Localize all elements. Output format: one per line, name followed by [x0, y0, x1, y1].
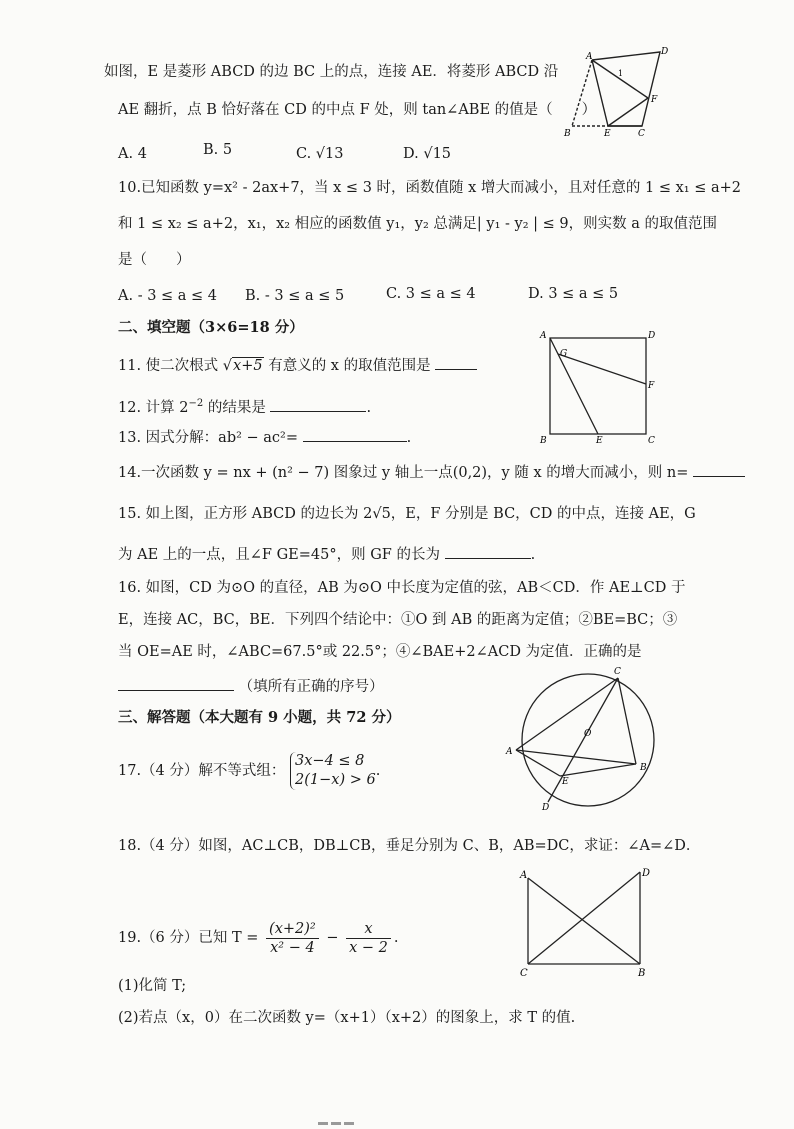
q18-label-c: C	[520, 968, 528, 979]
q15-label-c: C	[648, 436, 655, 446]
q10-line3: 是（ ）	[118, 252, 191, 268]
q15-square-figure	[536, 326, 666, 448]
q19-fraction-2: $\frac{x}{x - 2}$	[346, 920, 391, 957]
q12-line: 12. 计算 $2^{-2}$ 的结果是 .	[118, 398, 372, 416]
q16-line1: 16. 如图，CD 为⊙O 的直径，AB 为⊙O 中长度为定值的弦，AB＜CD．作 AE⊥CD 于	[118, 580, 686, 596]
q9-option-a: A. 4	[118, 146, 147, 162]
q9-rhombus-figure	[560, 40, 670, 140]
section-2-heading: 二、填空题（3×6=18 分）	[118, 319, 304, 336]
q10-option-d: D. 3 ≤ a ≤ 5	[528, 286, 619, 302]
q10-line2: 和 1 ≤ x₂ ≤ a+2，x₁，x₂ 相应的函数值 y₁，y₂ 总满足| y₁ - y₂ | ≤ 9，则实数 a 的取值范围	[118, 216, 717, 232]
q10-line1: 10.已知函数 y=x² - 2ax+7，当 x ≤ 3 时，函数值随 x 增大而减小，且对任意的 1 ≤ x₁ ≤ a+2	[118, 180, 742, 196]
q16-label-c: C	[614, 667, 621, 677]
q18-line: 18.（4 分）如图，AC⊥CB，DB⊥CB，垂足分别为 C、B，AB=DC，求证：∠A=∠D．	[118, 838, 701, 854]
q9-label-f: F	[651, 95, 658, 105]
q15-line2: 为 AE 上的一点，且∠F GE=45°，则 GF 的长为 .	[118, 544, 535, 565]
q15-answer-blank[interactable]	[445, 544, 531, 559]
q10-option-a: A. - 3 ≤ a ≤ 4	[118, 288, 218, 304]
q9-line2: AE 翻折，点 B 恰好落在 CD 的中点 F 处，则 tan∠ABE 的值是（ ）	[118, 102, 597, 118]
q13-line: 13. 因式分解：ab² − ac²= .	[118, 427, 411, 448]
q9-option-b: B. 5	[203, 142, 233, 158]
q11-line: 11. 使二次根式 √x+5 有意义的 x 的取值范围是	[118, 355, 477, 376]
q15-label-f: F	[648, 381, 655, 391]
q16-label-e: E	[562, 777, 569, 787]
q15-line1: 15. 如上图，正方形 ABCD 的边长为 2√5，E，F 分别是 BC，CD 的中点，连接 AE，G	[118, 506, 696, 522]
q9-angle-1: 1	[618, 69, 624, 78]
q15-label-e: E	[596, 436, 603, 446]
q11-radicand: x+5	[233, 358, 263, 374]
q18-figure	[512, 864, 660, 980]
q9-label-b: B	[564, 129, 571, 139]
q18-label-a: A	[520, 870, 528, 881]
q19-sub2: (2)若点（x，0）在二次函数 y=（x+1）（x+2）的图象上，求 T 的值.	[118, 1010, 576, 1026]
q16-answer-blank[interactable]	[118, 676, 234, 691]
q16-line3: 当 OE=AE 时，∠ABC=67.5°或 22.5°；④∠BAE+2∠ACD 为定值．正确的是	[118, 644, 642, 660]
q16-line2: E，连接 AC，BC，BE．下列四个结论中：①O 到 AB 的距离为定值；②BE=BC；③	[118, 612, 678, 628]
page-footer-smudge	[318, 1110, 368, 1118]
q10-option-c: C. 3 ≤ a ≤ 4	[386, 286, 476, 302]
q16-label-a: A	[506, 747, 513, 757]
q17-inequality-system: 3x−4 ≤ 8 2(1−x) > 6	[290, 752, 376, 790]
q9-label-c: C	[638, 129, 645, 139]
q19-sub1: (1)化简 T;	[118, 978, 187, 994]
q16-label-d: D	[542, 803, 550, 813]
q9-label-a: A	[586, 52, 593, 62]
q19-fraction-1: $\frac{\text{(x+2)²}}{\text{x² − 4}}$	[266, 920, 319, 957]
q15-label-a: A	[540, 331, 547, 341]
q18-label-b: B	[638, 968, 646, 979]
q14-answer-blank[interactable]	[693, 462, 745, 477]
q9-option-c: C. √13	[296, 146, 344, 162]
q18-label-d: D	[642, 868, 651, 879]
q9-label-e: E	[604, 129, 611, 139]
q14-line: 14.一次函数 y = nx + (n² − 7) 图象过 y 轴上一点(0,2)，y 随 x 的增大而减小，则 n=	[118, 462, 745, 483]
section-3-heading: 三、解答题（本大题有 9 小题，共 72 分）	[118, 709, 401, 726]
q10-option-b: B. - 3 ≤ a ≤ 5	[245, 288, 345, 304]
q15-label-b: B	[540, 436, 547, 446]
q16-label-o: O	[584, 729, 592, 739]
q16-line4: （填所有正确的序号）	[118, 676, 384, 697]
q9-option-d: D. √15	[403, 146, 452, 162]
q12-answer-blank[interactable]	[270, 397, 366, 412]
q16-circle-figure	[500, 664, 670, 814]
q11-answer-blank[interactable]	[435, 355, 477, 370]
q17-line: 17.（4 分）解不等式组： 3x−4 ≤ 8 2(1−x) > 6 .	[118, 753, 381, 788]
q9-label-d: D	[661, 47, 669, 57]
q16-label-b: B	[640, 763, 647, 773]
q15-label-g: G	[560, 349, 568, 359]
q19-line: 19.（6 分）已知 T = $\frac{\text{(x+2)²}}{\text{x² − 4}}$ − $\frac{x}{x - 2}$ .	[118, 920, 399, 956]
q9-line1: 如图，E 是菱形 ABCD 的边 BC 上的点，连接 AE．将菱形 ABCD 沿	[104, 64, 559, 80]
q15-label-d: D	[648, 331, 656, 341]
q13-answer-blank[interactable]	[303, 427, 407, 442]
